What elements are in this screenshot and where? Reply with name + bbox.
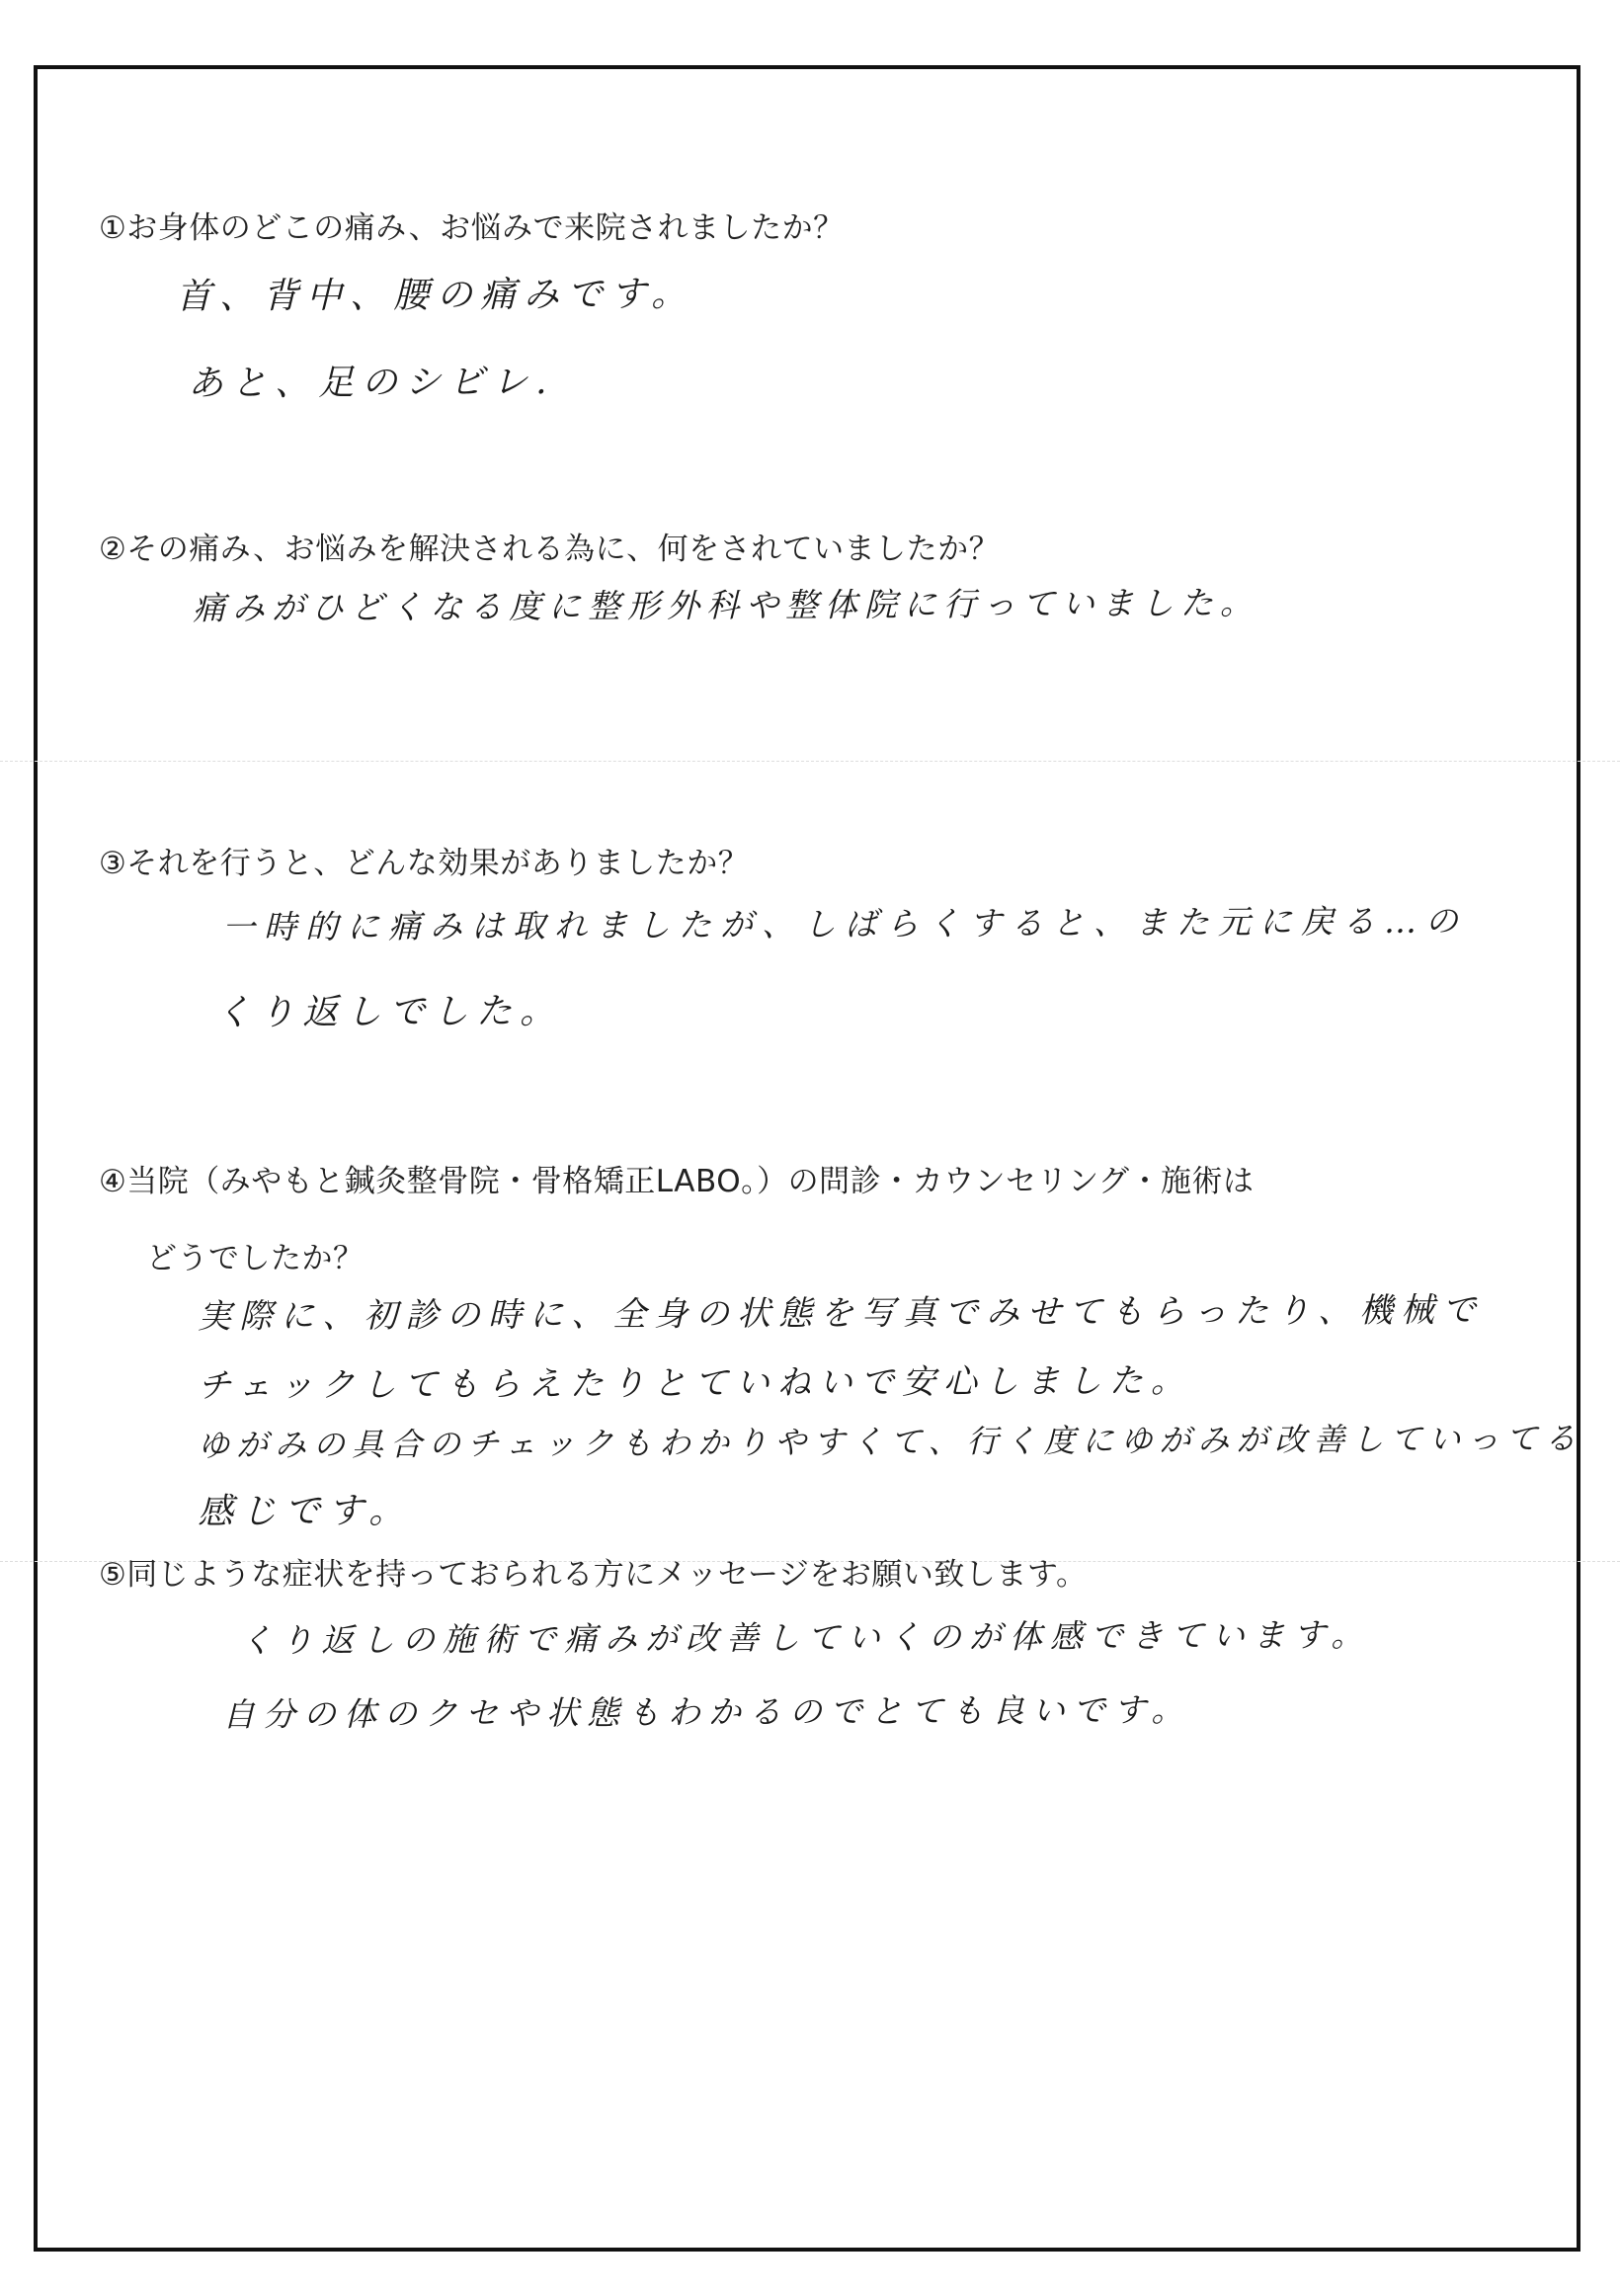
answer-3-line-2: くり返しでした。 bbox=[214, 991, 564, 1033]
answer-4-line-2: チェックしてもらえたりとていねいで安心しました。 bbox=[197, 1360, 1193, 1406]
answer-2-line-1: 痛みがひどくなる度に整形外科や整体院に行っていました。 bbox=[192, 583, 1260, 627]
question-4-continued: どうでしたか？ bbox=[146, 1241, 364, 1276]
answer-4-line-1: 実際に、初診の時に、全身の状態を写真でみせてもらったり、機械で bbox=[197, 1290, 1485, 1337]
answer-3-line-1: 一時的に痛みは取れましたが、しばらくすると、また元に戻る…の bbox=[221, 901, 1468, 946]
question-1: ①お身体のどこの痛み、お悩みで来院されましたか？ bbox=[99, 210, 845, 246]
question-4: ④当院（みやもと鍼灸整骨院・骨格矯正LABO。）の問診・カウンセリング・施術は bbox=[99, 1164, 1255, 1199]
question-3: ③それを行うと、どんな効果がありましたか？ bbox=[99, 846, 750, 881]
answer-4-line-3: ゆがみの具合のチェックもわかりやすくて、行く度にゆがみが改善していってる bbox=[197, 1419, 1583, 1464]
answer-1-line-1: 首、背中、腰の痛みです。 bbox=[175, 274, 695, 317]
question-2: ②その痛み、お悩みを解決される為に、何をされていましたか？ bbox=[99, 532, 1001, 567]
answer-5-line-1: くり返しの施術で痛みが改善していくのが体感できています。 bbox=[239, 1615, 1372, 1660]
fold-line-top bbox=[0, 761, 1620, 762]
answer-1-line-2: あと、足のシビレ. bbox=[187, 362, 555, 404]
answer-5-line-2: 自分の体のクセや状態もわかるのでとても良いです。 bbox=[221, 1689, 1192, 1734]
answer-4-line-4: 感じです。 bbox=[197, 1490, 413, 1532]
question-5: ⑤同じような症状を持っておられる方にメッセージをお願い致します。 bbox=[99, 1557, 1088, 1593]
